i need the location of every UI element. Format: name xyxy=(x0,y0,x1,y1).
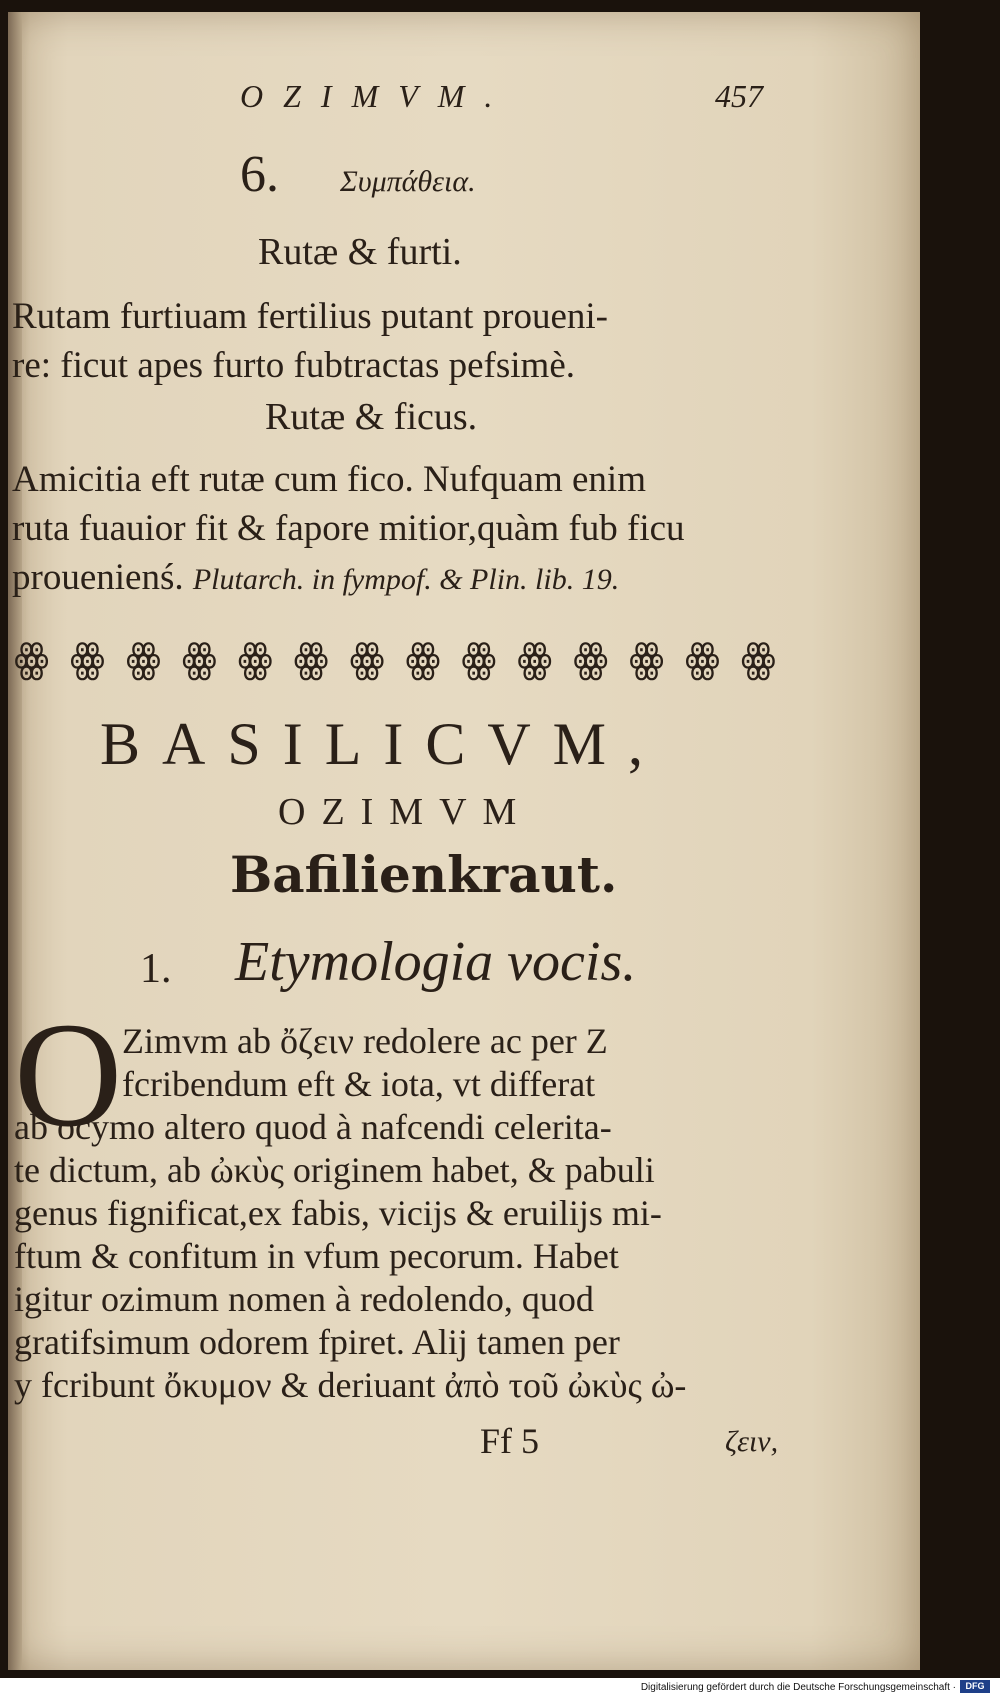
text-line: igitur ozimum nomen à redolendo, quod xyxy=(14,1279,594,1319)
section-6-greek-heading: Συμπάθεια. xyxy=(340,165,476,198)
chapter-subtitle: OZIMVM xyxy=(278,791,533,833)
paragraph-rutae-furti xyxy=(12,292,782,390)
text-line: Zimvm ab ὄζειν redolere ac per Z xyxy=(122,1021,608,1061)
section-1-number: 1. xyxy=(140,946,172,992)
text-line: y fcribunt ὄκυμον & deriuant ἀπὸ τοῦ ὠκὺς ὠ- xyxy=(14,1365,687,1405)
ornament-glyph: ꙮ xyxy=(628,636,663,682)
book-page xyxy=(8,12,920,1670)
text-line: Amicitia eft rutæ cum fico. Nufquam enim xyxy=(12,459,646,500)
chapter-german-title: Bafilienkraut. xyxy=(230,845,618,904)
page-gutter-edge xyxy=(8,12,22,1670)
paragraph-rutae-ficus xyxy=(12,455,782,604)
ornament-glyph: ꙮ xyxy=(293,636,327,682)
text-line: gratifsimum odorem fpiret. Alij tamen per xyxy=(14,1322,620,1362)
catchword: ζειν, xyxy=(725,1425,779,1458)
ornament-glyph: ꙮ xyxy=(237,636,271,682)
text-line: ruta fuauior fit & fapore mitior,quàm fub ficu xyxy=(12,508,685,549)
text-fragment: prouenienś. xyxy=(12,557,184,598)
ornament-glyph: ꙮ xyxy=(573,636,607,682)
text-line: genus fignificat,ex fabis, vicijs & eruilijs mi- xyxy=(14,1193,662,1233)
digitization-credit: Digitalisierung gefördert durch die Deutsche Forschungsgemeinschaft · xyxy=(640,1682,956,1693)
page-number: 457 xyxy=(715,78,763,114)
ornament-glyph: ꙮ xyxy=(14,636,48,682)
text-line xyxy=(12,553,782,604)
ornament-glyph: ꙮ xyxy=(69,636,104,682)
drop-cap: O xyxy=(14,992,123,1158)
subheading-rutae-furti: Rutæ & furti. xyxy=(258,231,462,273)
ornament-glyph: ꙮ xyxy=(181,636,215,682)
text-line: fcribendum eft & iota, vt differat xyxy=(122,1064,596,1104)
text-line: te dictum, ab ὠκὺς originem habet, & pabuli xyxy=(14,1150,655,1190)
text-line: ab ocymo altero quod à nafcendi celerita- xyxy=(14,1107,612,1147)
paragraph-etymology xyxy=(14,1020,784,1407)
dfg-logo: DFG xyxy=(960,1680,990,1693)
section-6-number: 6. xyxy=(240,146,279,203)
citation: Plutarch. in fympof. & Plin. lib. 19. xyxy=(192,563,620,596)
subheading-rutae-ficus: Rutæ & ficus. xyxy=(265,396,478,438)
text-line: re: ficut apes furto fubtractas pefsimè. xyxy=(12,345,575,386)
ornamental-divider xyxy=(14,632,774,686)
text-line: ftum & confitum in vfum pecorum. Habet xyxy=(14,1236,619,1276)
running-head: OZIMVM. xyxy=(240,78,513,114)
ornament-glyph: ꙮ xyxy=(349,636,383,682)
signature-mark: Ff 5 xyxy=(480,1421,540,1461)
ornament-glyph: ꙮ xyxy=(517,636,551,682)
chapter-title: BASILICVM, xyxy=(100,711,666,777)
ornament-glyph: ꙮ xyxy=(684,636,719,682)
section-1-heading: Etymologia vocis. xyxy=(235,931,637,993)
ornament-glyph: ꙮ xyxy=(125,636,159,682)
text-line: Rutam furtiuam fertilius putant proueni- xyxy=(12,296,608,337)
ornament-glyph: ꙮ xyxy=(461,636,495,682)
ornament-glyph: ꙮ xyxy=(740,636,774,682)
ornament-glyph: ꙮ xyxy=(405,636,439,682)
